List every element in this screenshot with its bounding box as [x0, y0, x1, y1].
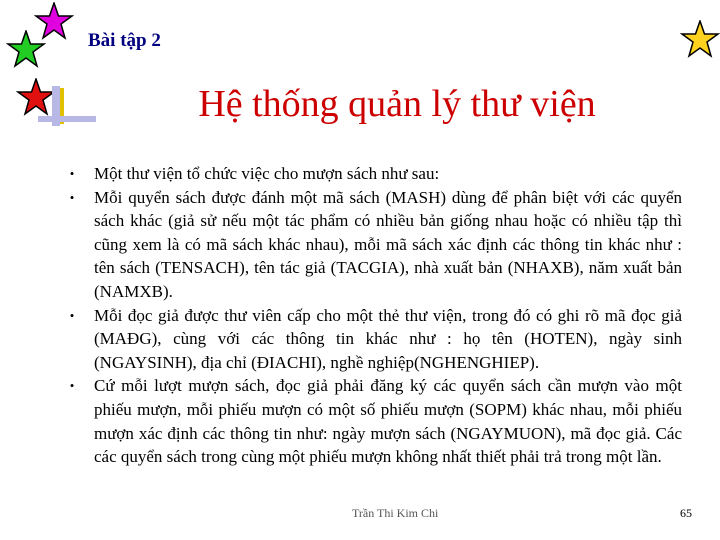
slide-title: Hệ thống quản lý thư viện: [198, 83, 596, 125]
bullet-icon: •: [69, 189, 75, 205]
bullet-text: Một thư viện tổ chức việc cho mượn sách như sau:: [94, 164, 440, 183]
bullet-icon: •: [69, 166, 75, 181]
list-item: [62, 186, 682, 304]
list-item: [62, 304, 682, 375]
bullet-text: Mỗi đọc giả được thư viên cấp cho một thẻ thư viện, trong đó có ghi rõ mã đọc giả (MAĐG), cùng với các thông tin khác như : họ tên (HOTEN), ngày sinh (NGAYSINH), địa chỉ (ĐIACHI), nghề nghiệp(NGHENGHIEP).: [94, 305, 682, 372]
page-number: 65: [680, 506, 692, 520]
star-yellow-icon: [680, 20, 720, 60]
decorative-bars: [38, 86, 98, 130]
list-item: [62, 374, 682, 468]
star-green-icon: [6, 30, 46, 70]
bullet-icon: •: [69, 307, 75, 323]
footer-author: Trần Thi Kim Chi: [352, 506, 439, 520]
bullet-text: Mỗi quyển sách được đánh một mã sách (MASH) dùng để phân biệt với các quyển sách khác (giả sử nếu một tác phẩm có nhiều bản giống nhau hoặc có nhiều tập thì cũng xem là có mã sách khác nhau), mỗi mã sách xác định các thông tin khác như : tên sách (TENSACH), tên tác giả (TACGIA), nhà xuất bản (NHAXB), năm xuất bản (NAMXB).: [94, 187, 682, 301]
list-item: [62, 162, 682, 186]
bullet-icon: •: [69, 378, 75, 394]
bullet-text: Cứ mỗi lượt mượn sách, đọc giả phải đăng ký các quyển sách cần mượn vào một phiếu mượn, mỗi phiếu mượn có một số phiếu mượn (SOPM) khác nhau, mỗi phiếu mượn xác định các thông tin như: ngày mượn sách (NGAYMUON), mã đọc giả. Các các quyển sách trong cùng một phiếu mượn không nhất thiết phải trả trong một lần.: [94, 376, 682, 467]
section-label: Bài tập 2: [88, 30, 161, 51]
bullet-list: [62, 162, 682, 469]
